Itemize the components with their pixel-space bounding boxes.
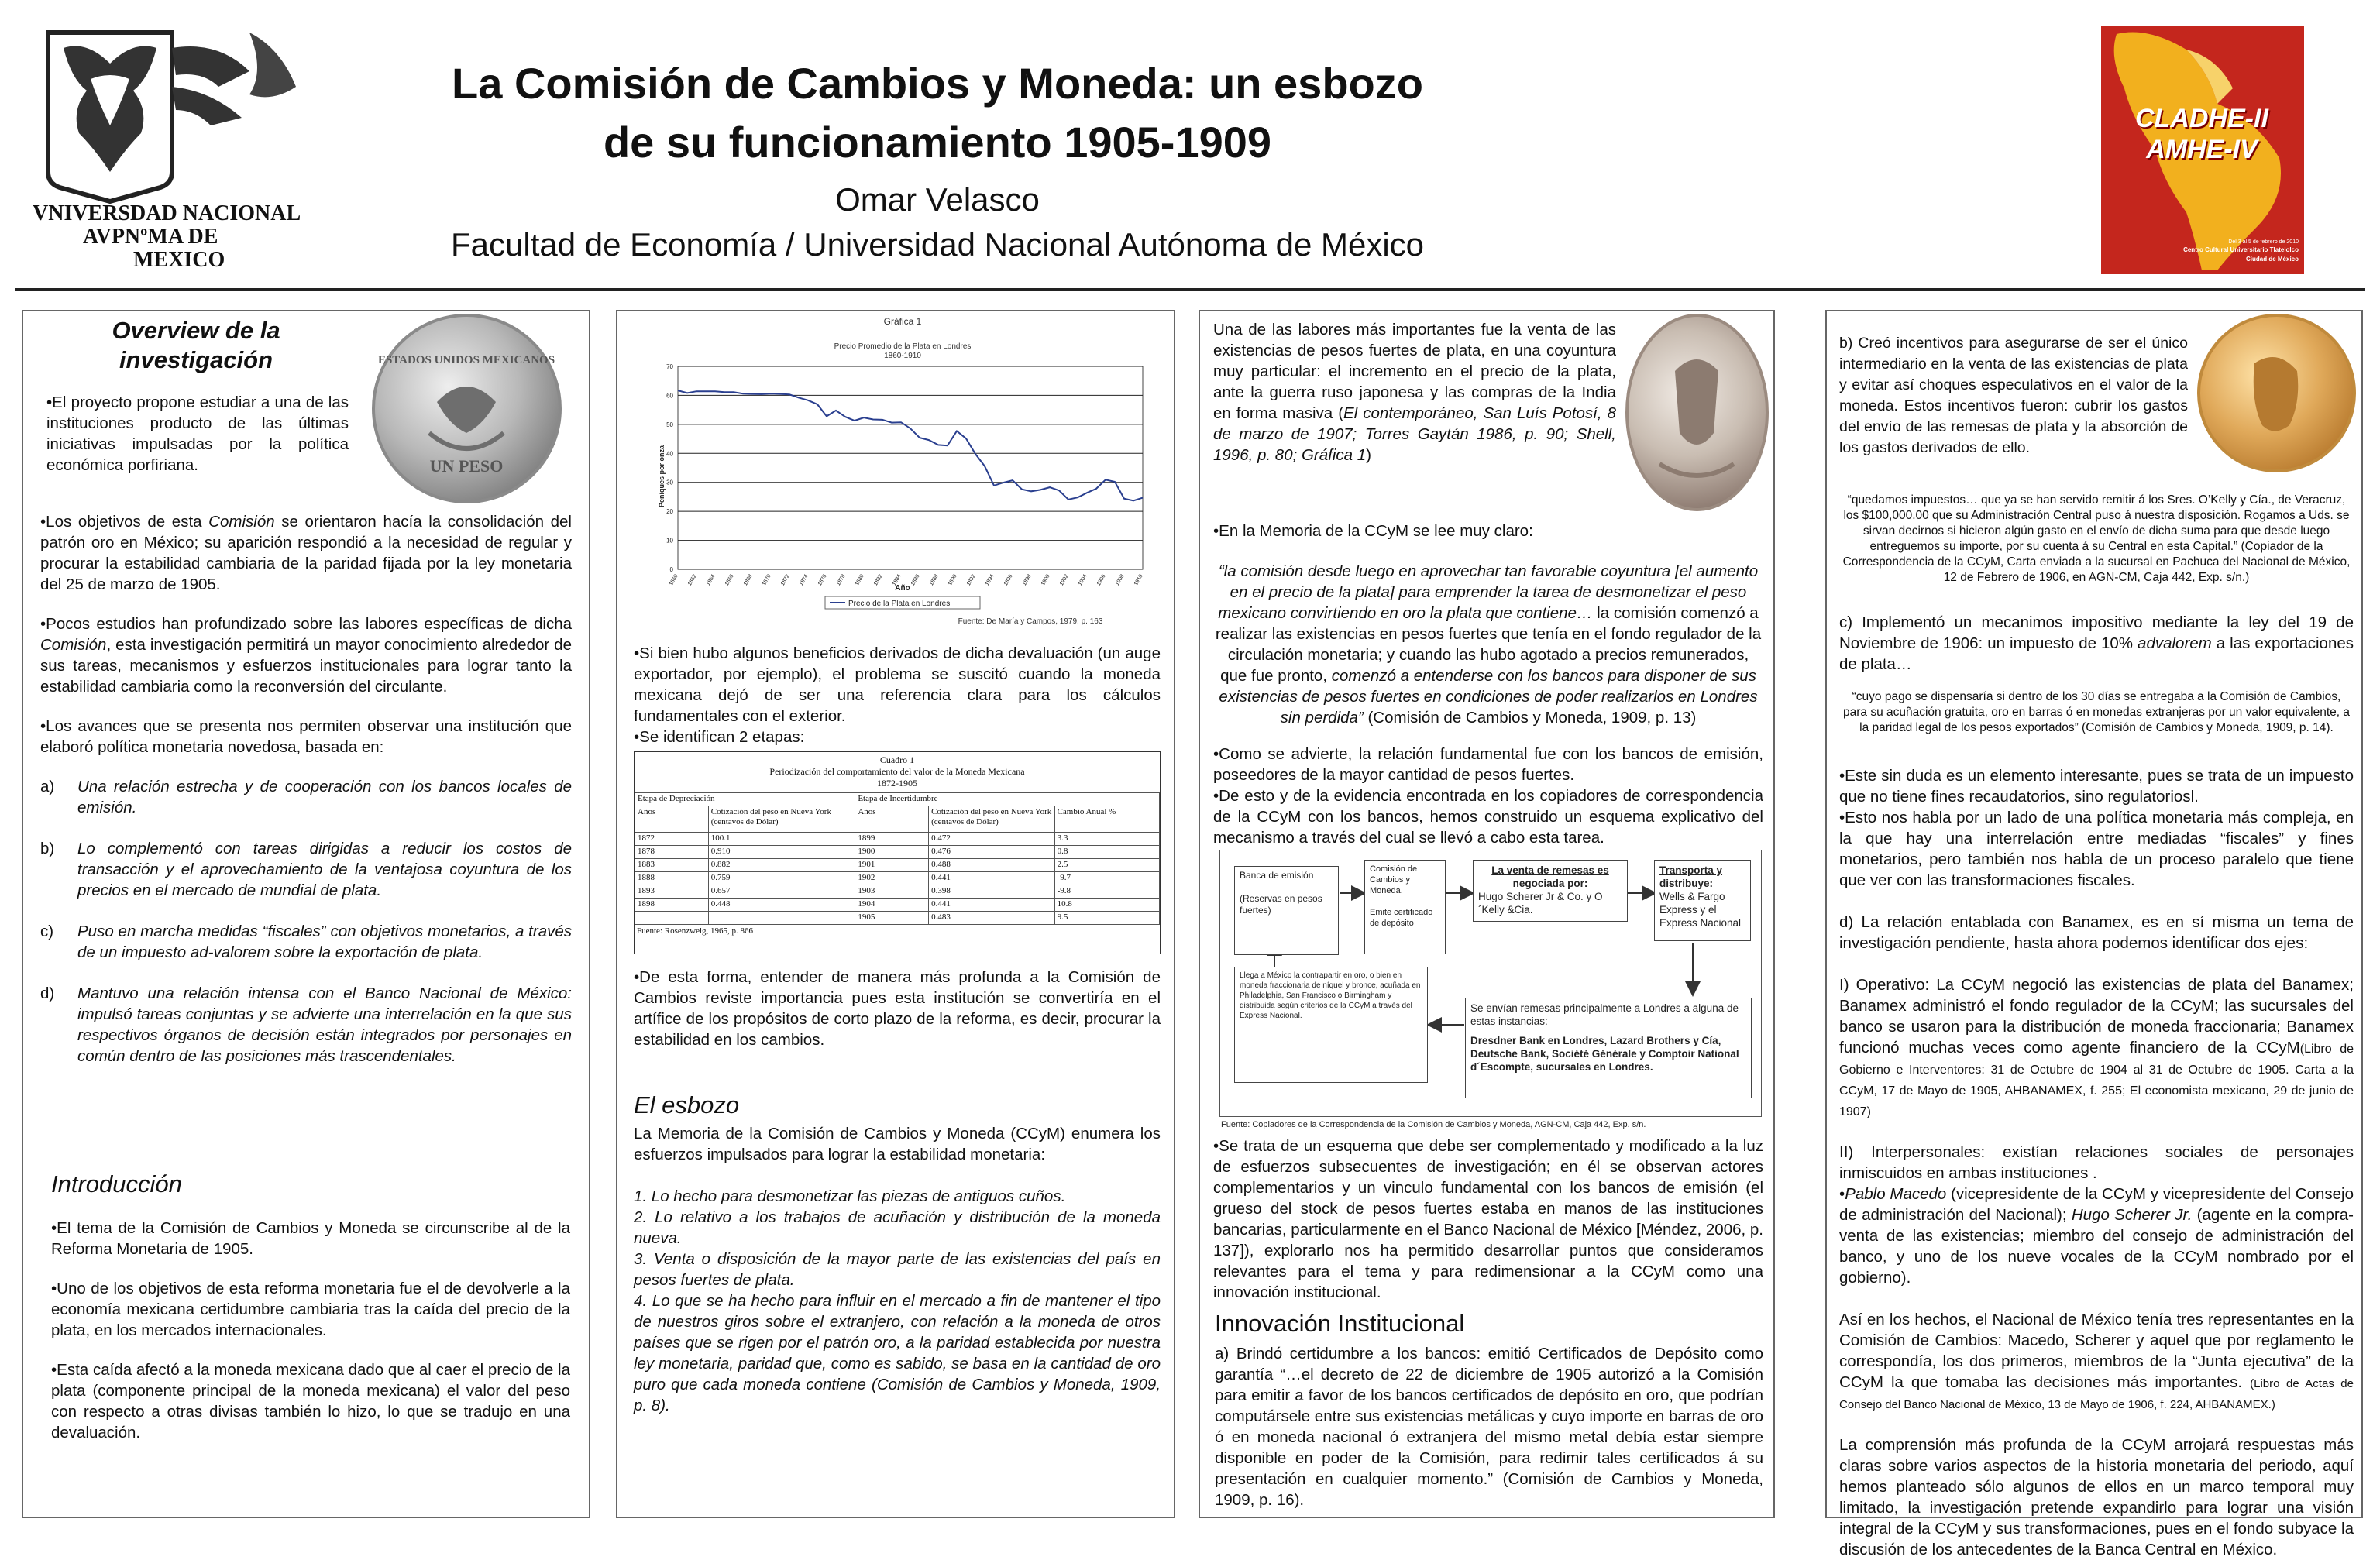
table-cell: 1901	[855, 859, 929, 872]
table-cell: 100.1	[708, 833, 855, 846]
banks-paragraph: •Como se advierte, la relación fundamental fue con los bancos de emisión, poseedores de la mayor cantidad de pesos fuertes.	[1213, 745, 1763, 784]
table-source: Fuente: Rosenzweig, 1965, p. 866	[637, 926, 754, 936]
tax-note-2: •Esto nos habla por un lado de una política monetaria más compleja, en la que hay una interrelación entre mediadas “fiscales” y fines monetarios, pero también nos habla de un proceso paralelo que tiene que ver con las transformaciones fiscales.	[1839, 809, 2354, 889]
intro-paragraph: •El tema de la Comisión de Cambios y Moneda se circunscribe al de la Reforma Monetaria de 1905.	[51, 1219, 570, 1258]
liberty-coin-icon	[1629, 317, 1766, 508]
chart-xtick-label: 1898	[1021, 573, 1033, 587]
chart-ylabel: Peniques por onza	[658, 445, 666, 508]
policy-list	[40, 776, 572, 1067]
col4-body	[1839, 765, 2354, 1560]
table-cell: 0.476	[929, 846, 1054, 859]
quote-tax: “cuyo pago se dispensaría si dentro de los 30 días se entregaba a la Comisión de Cambios, para su acuñación gratuita, oro en barras ó en monedas extranjeras por un valor equivalente, a la paridad legal de los pesos exportados” (Comisión de Cambios y Moneda, 1909, p. 14).	[1843, 690, 2350, 734]
chart-ytick-label: 30	[666, 479, 673, 486]
studies-paragraph: •Pocos estudios han profundizado sobre las labores específicas de dicha Comisión, esta investigación permitirá un mayor conocimiento alrededor de sus tareas, mecanismos y esfuerzos institucionales para lograr tanto la estabilidad cambiaria como la reconversión del circulante.	[40, 615, 572, 696]
banamex-paragraph: d) La relación entablada con Banamex, es en sí misma un tema de investigación pendiente, hasta ahora podemos identificar dos ejes:	[1839, 913, 2354, 952]
table-title: Cuadro 1 Periodización del comportamiento del valor de la Moneda Mexicana 1872-1905	[769, 754, 1025, 789]
table-header: Años	[635, 806, 709, 833]
table-row	[635, 912, 1160, 925]
esbozo-heading: El esbozo	[634, 1091, 740, 1118]
table-cell: 1904	[855, 899, 929, 912]
cladhe-logo	[2101, 26, 2304, 274]
col1-body	[40, 511, 572, 1087]
table-cell: 9.5	[1054, 912, 1159, 925]
table-cell: 0.448	[708, 899, 855, 912]
unam-shield-icon	[17, 17, 350, 273]
intro-paragraph: •Esta caída afectó a la moneda mexicana dado que al caer el precio de la plata (componente principal de la moneda mexicana) el valor del peso con respecto a otras divisas también lo hizo, lo que se tradujo en una devaluación.	[51, 1361, 570, 1441]
chart-xtick-label: 1904	[1077, 573, 1089, 587]
cladhe-logo-city: Ciudad de México	[2245, 256, 2299, 263]
etapas-paragraph: •Se identifican 2 etapas:	[634, 728, 805, 746]
chart-xtick-label: 1890	[947, 573, 958, 587]
table-cell: 0.441	[929, 899, 1054, 912]
gold-peso-coin-image	[2197, 314, 2356, 472]
chart-xtick-label: 1874	[798, 573, 810, 587]
mechanism-diagram	[1219, 850, 1762, 1117]
chart-xtick-label: 1906	[1095, 573, 1107, 587]
chart-xtick-label: 1908	[1114, 573, 1126, 587]
tax-paragraph: c) Implementó un mecanimos impositivo mediante la ley del 19 de Noviembre de 1906: un impuesto de 10% advalorem a las exportaciones de plata…	[1839, 613, 2354, 673]
table-row	[635, 833, 1160, 846]
unam-logo-line1: VNIVERSDAD NACIONAL	[33, 201, 301, 225]
chart-ytick-label: 50	[666, 421, 673, 428]
chart-ytick-label: 70	[666, 363, 673, 370]
diagram-box-remesas: Se envían remesas principalmente a Londres a alguna de estas instancias: Dresdner Bank en Londres, Lazard Brothers y Cía, Deutsche Bank, Société Générale y Comptoir National d´Escompte, sucursales en Londres.	[1465, 998, 1752, 1098]
table-cell: -9.8	[1054, 885, 1159, 899]
chart-xtick-label: 1892	[965, 573, 977, 587]
unam-logo-line2: AVPNºMA DE	[83, 225, 218, 249]
chart-ytick-label: 20	[666, 508, 673, 516]
chart-title: Precio Promedio de la Plata en Londres	[834, 342, 972, 351]
table-row	[635, 846, 1160, 859]
memoria-intro: •En la Memoria de la CCyM se lee muy claro:	[1213, 522, 1533, 540]
chart-xtick-label: 1896	[1003, 573, 1014, 587]
table-cell: 10.8	[1054, 899, 1159, 912]
diagram-box-comision: Comisión de Cambios y Moneda. Emite certificado de depósito	[1364, 860, 1446, 954]
diagram-box-venta: La venta de remesas es negociada por: Hugo Scherer Jr & Co. y O´Kelly &Cia.	[1473, 860, 1628, 922]
chart-xtick-label: 1870	[761, 573, 772, 587]
table-row	[635, 872, 1160, 885]
table-header: Años	[855, 806, 929, 833]
table-cell: 0.8	[1054, 846, 1159, 859]
chart-source: Fuente: De María y Campos, 1979, p. 163	[958, 617, 1103, 626]
conclusion-paragraph: La comprensión más profunda de la CCyM arrojará respuestas más claras sobre varios aspectos de la historia monetaria del periodo, aquí hemos planteado sólo algunos de ellos en un marco temporal muy limitado, la investigación pretende expandirlo para lograr una visión integral de la CCyM y sus transformaciones, pues en el fondo subyace la discusión de los antecedentes de la Banca Central en México.	[1839, 1436, 2354, 1558]
cladhe-logo-line1: CLADHE-II	[2135, 104, 2268, 133]
table-cell: 0.472	[929, 833, 1054, 846]
chart-xtick-label: 1868	[742, 573, 754, 587]
chart-ytick-label: 0	[669, 566, 673, 573]
table-cell: 1893	[635, 885, 709, 899]
chart-xtick-label: 1910	[1133, 573, 1144, 587]
chart-xtick-label: 1886	[910, 573, 921, 587]
header-divider	[15, 288, 2365, 291]
chart-xtick-label: 1902	[1058, 573, 1070, 587]
table-group-row	[635, 793, 1160, 806]
memoria-quote: “la comisión desde luego en aprovechar tan favorable coyuntura [el aumento en el precio de la plata] para emprender la tarea de desmonetizar el peso mexicano convirtiendo en oro la plata que contiene… la comisión comenzó a realizar las existencias en pesos fuertes que tenía en el fondo regulador de la circulación monetaria; y cuando las hubo agotado a precios remunerados, que fue pronto, comenzó a entenderse con los bancos para disponer de sus existencias de pesos fuertes en condiciones de poder realizarlos en Londres sin perdida” (Comisión de Cambios y Moneda, 1909, p. 13)	[1215, 562, 1762, 727]
chart-xtick-label: 1862	[686, 573, 698, 587]
table-cell: 3.3	[1054, 833, 1159, 846]
chart-svg	[647, 314, 1158, 639]
diagram-source: Fuente: Copiadores de la Correspondencia de la Comisión de Cambios y Moneda, AGN-CM, Caja 442, Exp. s/n.	[1221, 1120, 1646, 1129]
chart-xtick-label: 1872	[779, 573, 791, 587]
table-cell	[635, 912, 709, 925]
cladhe-logo-line2: AMHE-IV	[2146, 135, 2258, 164]
chart-heading: Gráfica 1	[883, 316, 922, 327]
chart-xtick-label: 1880	[854, 573, 865, 587]
coin-inscription: ESTADOS UNIDOS MEXICANOS	[377, 354, 555, 366]
table-cell: 0.759	[708, 872, 855, 885]
table-cell: 0.483	[929, 912, 1054, 925]
table-cell	[708, 912, 855, 925]
cladhe-logo-venue: Centro Cultural Universitario Tlatelolco	[2183, 246, 2299, 253]
list-item: d) Mantuvo una relación intensa con el Banco Nacional de México: impulsó tareas conjuntas y se advierte una interrelación en la que sus respectivos órganos de decisión están integrados por personajes en común dentro de las posiciones más trascendentales.	[40, 984, 572, 1065]
operativo-paragraph: I) Operativo: La CCyM negoció las existencias de plata del Banamex; Banamex administró el fondo regulador de la CCyM; las sucursales del banco se usaron para la distribución de moneda fraccionaria; Banamex funcionó muchas veces como agente financiero de la CCyM(Libro de Gobierno e Interventores: 31 de Octubre de 1904 al 31 de Octubre de 1905. Carta a la CCyM, 17 de Mayo de 1905, AHBANAMEX, f. 255; El economista mexicano, 29 de junio de 1907)	[1839, 976, 2354, 1118]
sales-paragraph: Una de las labores más importantes fue la venta de las existencias de pesos fuertes de plata, en una coyuntura muy particular: el incremento en el precio de la plata, ante la guerra ruso japonesa y las compras de la India en forma masiva (El contemporáneo, San Luís Potosí, 8 de marzo de 1907; Torres Gaytán 1986, p. 90; Shell, 1996, p. 80; Gráfica 1)	[1213, 321, 1616, 464]
chart-xtick-label: 1860	[668, 573, 679, 587]
poster-affiliation: Facultad de Economía / Universidad Nacional Autónoma de México	[450, 226, 1425, 263]
intro-body	[51, 1218, 570, 1462]
table-cell: 1878	[635, 846, 709, 859]
diagram-box-llegada: Llega a México la contrapartir en oro, o bien en moneda fraccionaria de níquel y bronce, acuñada en Philadelphia, San Francisco o Birmingham y distribuida según criterios de la CCyM a través del Express Nacional.	[1234, 967, 1428, 1083]
chart-xtick-label: 1888	[928, 573, 940, 587]
chart-xtick-label: 1882	[872, 573, 884, 587]
table-cell: 1900	[855, 846, 929, 859]
table-cell: 0.488	[929, 859, 1054, 872]
table-cell: 0.441	[929, 872, 1054, 885]
esbozo-item: 1. Lo hecho para desmonetizar las piezas de antiguos cuños.	[634, 1187, 1066, 1205]
chart-ytick-label: 60	[666, 392, 673, 400]
reform-paragraph: •De esta forma, entender de manera más profunda a la Comisión de Cambios reviste importancia pues esta institución se convertiría en el artífice de los propósitos de corto plazo de la reforma, es decir, procurar la estabilidad en los cambios.	[634, 968, 1161, 1049]
table-header: Cotización del peso en Nueva York (centavos de Dólar)	[708, 806, 855, 833]
cladhe-logo-date: Del 3 al 5 de febrero de 2010	[2228, 239, 2299, 245]
esbozo-item: 3. Venta o disposición de la mayor parte de las existencias del país en pesos fuertes de plata.	[634, 1250, 1161, 1289]
chart-xtick-label: 1876	[817, 573, 828, 587]
devaluation-paragraph: •Si bien hubo algunos beneficios derivados de dicha devaluación (un auge exportador, por ejemplo), el problema se suscitó cuando la moneda mexicana dejó de ser una referencia clara para los cálculos fundamentales con el exterior.	[634, 644, 1161, 725]
table-group-header: Etapa de Depreciación	[635, 793, 855, 806]
table-row	[635, 859, 1160, 872]
intro-heading: Introducción	[51, 1170, 182, 1197]
table-cell: 0.398	[929, 885, 1054, 899]
chart-subtitle: 1860-1910	[884, 352, 921, 360]
table-row	[635, 885, 1160, 899]
col2-body-top	[634, 643, 1161, 747]
chart-xlabel: Año	[895, 584, 910, 593]
eagle-coin-icon	[375, 317, 559, 500]
unam-logo-line3: MEXICO	[133, 248, 225, 272]
chart-xtick-label: 1878	[835, 573, 847, 587]
objectives-paragraph: •Los objetivos de esta Comisión se orientaron hacía la consolidación del patrón oro en México; su aparición respondió a la necesidad de regular y procurar la estabilidad cambiaria de la paridad fijada por la ley monetaria del 25 de marzo de 1905.	[40, 513, 572, 593]
overview-heading: Overview de la investigación	[112, 317, 280, 373]
silver-price-chart	[647, 314, 1158, 639]
poster-title: La Comisión de Cambios y Moneda: un esbozo de su funcionamiento 1905-1909	[452, 59, 1423, 167]
table-header: Cambio Anual %	[1054, 806, 1159, 833]
tax-note-1: •Este sin duda es un elemento interesante, pues se trata de un impuesto que no tiene fines recaudatorios, sino regulatoriosl.	[1839, 767, 2354, 806]
chart-ytick-label: 40	[666, 450, 673, 458]
table-cell: 1888	[635, 872, 709, 885]
silver-peso-coin-image	[1625, 314, 1769, 511]
col3-body-mid	[1213, 744, 1763, 848]
list-item: b) Lo complementó con tareas dirigidas a reducir los costos de transacción y el aprovechamiento de la ventajosa coyuntura de los precios en el mercado de mundial de plata.	[40, 840, 572, 899]
table-cell: 1898	[635, 899, 709, 912]
table-cell: 0.910	[708, 846, 855, 859]
chart-ytick-label: 10	[666, 537, 673, 545]
table-header: Cotización del peso en Nueva York (centavos de Dólar)	[929, 806, 1054, 833]
esbozo-intro: La Memoria de la Comisión de Cambios y Moneda (CCyM) enumera los esfuerzos impulsados para lograr la estabilidad monetaria:	[634, 1125, 1161, 1163]
esquema-paragraph: •Se trata de un esquema que debe ser complementado y modificado a la luz de esfuerzos subsecuentes de investigación; en él se observan actores complementarios y un vinculo fundamental con los bancos de emisión (el grueso del stock de pesos fuertes estaba en manos de las instituciones bancarias, particularmente en el Banco Nacional de México [Méndez, 2006, p. 137]), explorarlo nos ha permitido desarrollar puntos que consideramos relevantes para el tema y para redimensionar a la CCyM como una innovación institucional.	[1213, 1137, 1763, 1301]
table-header-row	[635, 806, 1160, 833]
table-cell: 1872	[635, 833, 709, 846]
esbozo-item: 4. Lo que se ha hecho para influir en el mercado a fin de mantener el tipo de nuestros giros sobre el extranjero, con relación a la moneda de otros países que se rigen por el patrón oro, a la paridad establecida por nuestra ley monetaria, paridad que, como es sabido, se basa en la cantidad de oro puro que cada moneda contiene (Comisión de Cambios y Moneda, 1909, p. 8).	[634, 1292, 1161, 1414]
chart-xtick-label: 1894	[984, 573, 996, 587]
table-cell: 1883	[635, 859, 709, 872]
chart-xtick-label: 1866	[724, 573, 735, 587]
esbozo-item: 2. Lo relativo a los trabajos de acuñación y distribución de la moneda nueva.	[634, 1208, 1161, 1247]
table-cell: 1903	[855, 885, 929, 899]
chart-xtick-label: 1884	[891, 573, 903, 587]
chart-xtick-label: 1864	[705, 573, 717, 587]
innovation-a: a) Brindó certidumbre a los bancos: emitió Certificados de Depósito como garantía “…el decreto de 22 de diciembre de 1905 autorizó a la Comisión para emitir a favor de los bancos certificados de depósito en oro, que podrían computársele entre sus existencias metálicas y cuyo importe en barras de oro ó en moneda nacional ó extranjera del mismo metal debía estar siempre disponible en poder de la Comisión, para redimir tales certificados á su presentación en cualquier momento.” (Comisión de Cambios y Moneda, 1909, p. 16).	[1215, 1345, 1763, 1509]
interpersonales-paragraph: II) Interpersonales: existían relaciones sociales de personajes inmiscuidos en ambas instituciones . •Pablo Macedo (vicepresidente de la CCyM y vicepresidente del Consejo de administración del Nacional); Hugo Scherer Jr. (agente en la compra-venta de las existencias; miembro del consejo de administración del banco, y uno de los nueve vocales de la CCyM nombrado por el gobierno).	[1839, 1143, 2354, 1287]
diagram-box-transporte: Transporta y distribuye: Wells & Fargo Express y el Express Nacional	[1654, 860, 1751, 941]
chart-series-line	[678, 390, 1143, 500]
list-item: a) Una relación estrecha y de cooperación con los bancos locales de emisión.	[40, 778, 572, 816]
table-cell: 1905	[855, 912, 929, 925]
overview-bullet: •El proyecto propone estudiar a una de las instituciones producto de las últimas iniciativas impulsadas por la política económica porfiriana.	[46, 393, 349, 474]
esbozo-body	[634, 1123, 1161, 1416]
chart-legend-label: Precio de la Plata en Londres	[848, 600, 951, 608]
incentives-paragraph: b) Creó incentivos para asegurarse de ser el único intermediario en la venta de las existencias de plata y evitar así choques especulativos en el valor de la moneda. Estos incentivos fueron: cubrir los gastos del envío de las remesas de plata y la absorción de los gastos derivados de ello.	[1839, 335, 2188, 456]
coin-denomination: UN PESO	[429, 456, 504, 476]
peso-coin-image	[372, 314, 562, 503]
table-cell: 1902	[855, 872, 929, 885]
poster-author: Omar Velasco	[835, 181, 1040, 218]
diagram-box-banca: Banca de emisión (Reservas en pesos fuertes)	[1234, 866, 1339, 955]
scheme-paragraph: •De esto y de la evidencia encontrada en los copiadores de correspondencia de la CCyM con los bancos, hemos construido un esquema explicativo del mecanismo a través del cual se llevó a cabo esta tarea.	[1213, 787, 1763, 847]
chart-xtick-label: 1900	[1040, 573, 1051, 587]
table-cell: -9.7	[1054, 872, 1159, 885]
table-row	[635, 899, 1160, 912]
table-grid	[635, 792, 1160, 925]
cuadro-1-table	[634, 751, 1161, 954]
table-cell: 0.882	[708, 859, 855, 872]
chart-plot-frame	[678, 366, 1143, 569]
innovation-heading: Innovación Institucional	[1215, 1310, 1465, 1337]
table-cell: 1899	[855, 833, 929, 846]
representantes-paragraph: Así en los hechos, el Nacional de México tenía tres representantes en la Comisión de Cambios: Macedo, Scherer y aquel que por reglamento le correspondía, los dos primeros, miembros de la “Junta ejecutiva” de la CCyM la que tomaba las decisiones más importantes. (Libro de Actas de Consejo del Banco Nacional de México, 13 de Mayo de 1906, f. 224, AHBANAMEX.)	[1839, 1311, 2354, 1411]
advances-paragraph: •Los avances que se presenta nos permiten observar una institución que elaboró política monetaria novedosa, basada en:	[40, 717, 572, 756]
hidalgo-coin-icon	[2200, 317, 2353, 469]
quote-okelly: “quedamos impuestos… que ya se han servido remitir á los Sres. O’Kelly y Cía., de Veracruz, los $100,000.00 que su Administración Central puso á nuestra disposición. Rogamos a Uds. se sirvan decirnos si hicieron algún gasto en el envío de dicha suma para que desde luego entreguemos su importe, por su cuenta á su Central en esta Capital.” (Copiador de la Correspondencia de la CCyM, Carta enviada a la sucursal en Pachuca del Nacional de México, 12 de Febrero de 1906, en AGN-CM, Caja 442, Exp. s/n.)	[1842, 493, 2351, 584]
table-cell: 0.657	[708, 885, 855, 899]
list-item: c) Puso en marcha medidas “fiscales” con objetivos monetarios, a través de un impuesto ad-valorem sobre la exportación de plata.	[40, 923, 572, 961]
table-cell: 2.5	[1054, 859, 1159, 872]
unam-logo	[17, 17, 350, 273]
table-group-header: Etapa de Incertidumbre	[855, 793, 1160, 806]
intro-paragraph: •Uno de los objetivos de esta reforma monetaria fue el de devolverle a la economía mexicana certidumbre cambiaria tras la caída del precio de la plata, en los mercados internacionales.	[51, 1280, 570, 1339]
